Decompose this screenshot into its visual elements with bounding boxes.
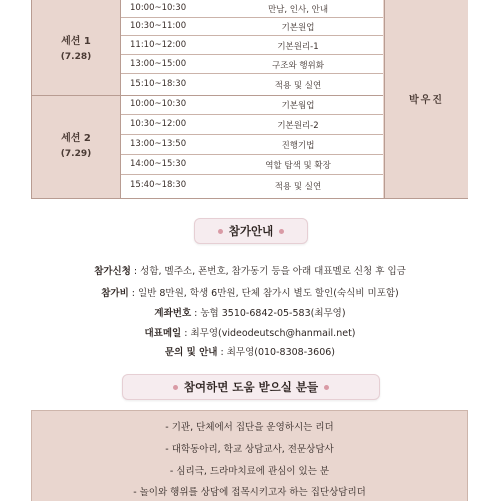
table-row <box>121 135 383 155</box>
row-time: 10:30~12:00 <box>130 119 187 129</box>
table-row <box>121 155 383 175</box>
row-time: 14:00~15:30 <box>130 159 187 169</box>
row-time: 15:10~18:30 <box>130 79 187 89</box>
row-topic: 역할 탐색 및 확장 <box>265 161 331 171</box>
info-line-email <box>0 325 500 339</box>
schedule-table <box>31 0 468 199</box>
row-topic: 진행기법 <box>281 141 315 151</box>
row-topic: 만남, 인사, 안내 <box>267 5 329 15</box>
table-row <box>121 76 383 96</box>
row-time: 15:40~18:30 <box>130 180 187 190</box>
list-item: - 심리극, 드라마치료에 관심이 있는 분 <box>169 466 330 477</box>
info-label: 참가비 <box>101 288 129 299</box>
info-label: 참가신청 <box>94 266 131 277</box>
session-2-cell <box>32 96 120 198</box>
row-topic: 기본웜업 <box>281 101 315 111</box>
info-text: : 성함, 멜주소, 폰번호, 참가동기 등을 아래 대표멜로 신청 후 입금 <box>130 266 406 277</box>
audience-box <box>31 410 468 501</box>
row-topic: 기본원리-2 <box>277 121 319 131</box>
row-time: 10:30~11:00 <box>130 21 187 31</box>
row-time: 10:00~10:30 <box>130 3 187 13</box>
row-topic: 적용 및 실연 <box>274 81 322 91</box>
info-text: : 최무영(010-8308-3606) <box>217 347 336 358</box>
audience-title: 참여하면 도움 받으실 분들 <box>183 380 319 394</box>
session-2-name: 세션 2 <box>61 133 91 144</box>
lecturer-name: 박우진 <box>409 95 444 106</box>
table-row <box>121 175 383 197</box>
row-topic: 적용 및 실연 <box>274 182 322 192</box>
list-item: - 놀이와 행위를 상담에 접목시키고자 하는 집단상담리더 <box>133 487 366 498</box>
row-topic: 기본원업 <box>281 23 315 33</box>
participation-header <box>194 218 308 244</box>
info-line-application <box>0 263 500 277</box>
row-time: 13:00~13:50 <box>130 139 187 149</box>
info-label: 계좌번호 <box>154 308 192 319</box>
row-topic: 구조와 행위화 <box>272 61 324 71</box>
schedule-rows <box>121 0 383 198</box>
table-row <box>121 115 383 135</box>
dot-icon <box>279 229 284 234</box>
row-time: 13:00~15:00 <box>130 59 187 69</box>
info-label: 문의 및 안내 <box>164 347 218 358</box>
info-text: : 농협 3510-6842-05-583(최무영) <box>191 308 346 319</box>
session-2-date: (7.29) <box>60 149 92 159</box>
row-time: 10:00~10:30 <box>130 99 187 109</box>
info-line-account <box>0 305 500 319</box>
info-line-contact <box>0 344 500 358</box>
info-text: : 일반 8만원, 학생 6만원, 단체 참가시 별도 할인(숙식비 미포함) <box>128 288 399 299</box>
list-item: - 대학동아리, 학교 상담교사, 전문상담사 <box>165 444 334 455</box>
table-row <box>121 37 383 55</box>
row-topic: 기본원리-1 <box>277 42 319 52</box>
row-time: 11:10~12:00 <box>130 40 187 50</box>
dot-icon <box>173 385 178 390</box>
info-label: 대표메일 <box>144 328 182 339</box>
table-row <box>121 0 383 18</box>
audience-header <box>122 374 380 400</box>
session-1-cell <box>32 0 120 96</box>
info-line-fee <box>0 285 500 299</box>
session-1-name: 세션 1 <box>61 36 91 47</box>
session-1-date: (7.28) <box>60 52 92 62</box>
info-text: : 최무영(videodeutsch@hanmail.net) <box>181 328 356 339</box>
participation-title: 참가안내 <box>228 224 274 238</box>
lecturer-column <box>384 0 468 198</box>
dot-icon <box>218 229 223 234</box>
table-row <box>121 18 383 36</box>
list-item: - 기관, 단체에서 집단을 운영하시는 리더 <box>165 422 334 433</box>
table-row <box>121 56 383 74</box>
session-column <box>32 0 121 198</box>
table-row <box>121 96 383 115</box>
dot-icon <box>324 385 329 390</box>
